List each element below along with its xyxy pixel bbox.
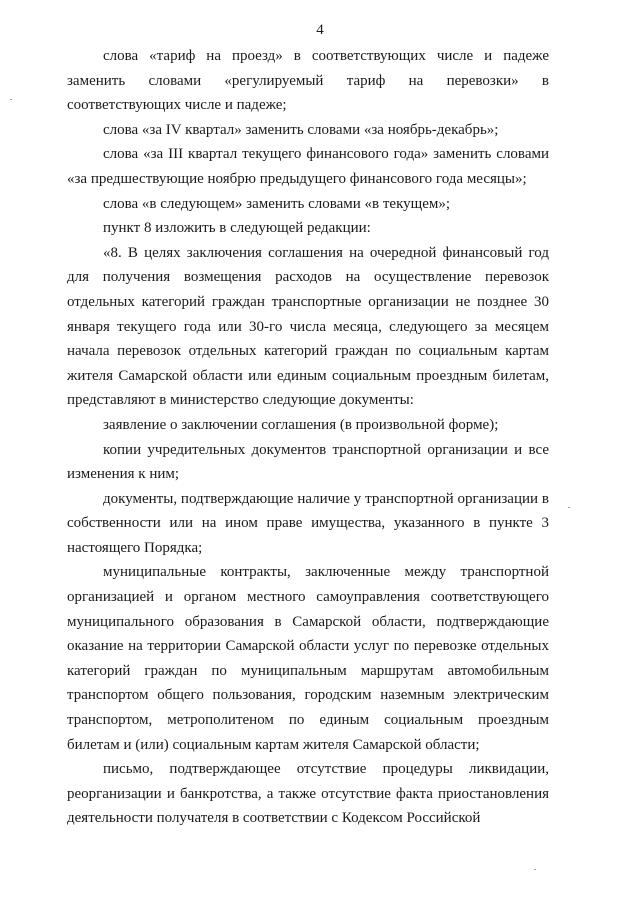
paragraph-application: заявление о заключении соглашения (в произвольной форме);	[103, 416, 499, 433]
paragraph-property-documents: документы, подтверждающие наличие у транспортной организации в собственности или на ином праве имущества, указанного в пункте 3 настоящего Порядка;	[67, 490, 549, 556]
paragraph-point-eight: «8. В целях заключения соглашения на очередной финансовый год для получения возмещения расходов на осуществление перевозок отдельных категорий граждан транспортные организации не позднее 30 января текущего года или 30-го числа месяца, следующего за месяцем начала перевозок отдельных категорий граждан по социальным картам жителя Самарской области или единым социальным проездным билетам, представляют в министерство следующие документы:	[67, 244, 549, 409]
paragraph-letter: письмо, подтверждающее отсутствие процедуры ликвидации, реорганизации и банкротства, а также отсутствие факта приостановления деятельности получателя в соответствии с Кодексом Российской	[67, 761, 549, 827]
paragraph-founding-documents: копии учредительных документов транспортной организации и все изменения к ним;	[67, 441, 549, 483]
paragraph-municipal-contracts: муниципальные контракты, заключенные между транспортной организацией и органом местного самоуправления соответствующего муниципального образования в Самарской области, подтверждающие оказание на территории Самарской области услуг по перевозке отдельных категорий граждан по муниципальным маршрутам автомобильным транспортом общего пользования, городским наземным электрическим транспортом, метрополитеном по единым социальным проездным билетам и (или) социальным картам жителя Самарской области;	[67, 564, 549, 753]
paragraph-tariff-replacement: слова «тариф на проезд» в соответствующих числе и падеже заменить словами «регулируемый тариф на перевозки» в соответствующих числе и падеже;	[67, 48, 549, 114]
paragraph-point-eight-intro: пункт 8 изложить в следующей редакции:	[103, 220, 371, 237]
paragraph-next-current: слова «в следующем» заменить словами «в текущем»;	[103, 195, 451, 212]
document-body	[67, 44, 549, 831]
paragraph-quarter-three: слова «за III квартал текущего финансового года» заменить словами «за предшествующие ноябрю предыдущего финансового года месяцы»;	[67, 146, 549, 187]
scan-speck	[534, 869, 536, 870]
scan-speck	[10, 99, 12, 100]
paragraph-quarter-four: слова «за IV квартал» заменить словами «за ноябрь-декабрь»;	[103, 121, 499, 138]
page-number: 4	[316, 22, 324, 38]
scan-speck	[568, 507, 570, 508]
